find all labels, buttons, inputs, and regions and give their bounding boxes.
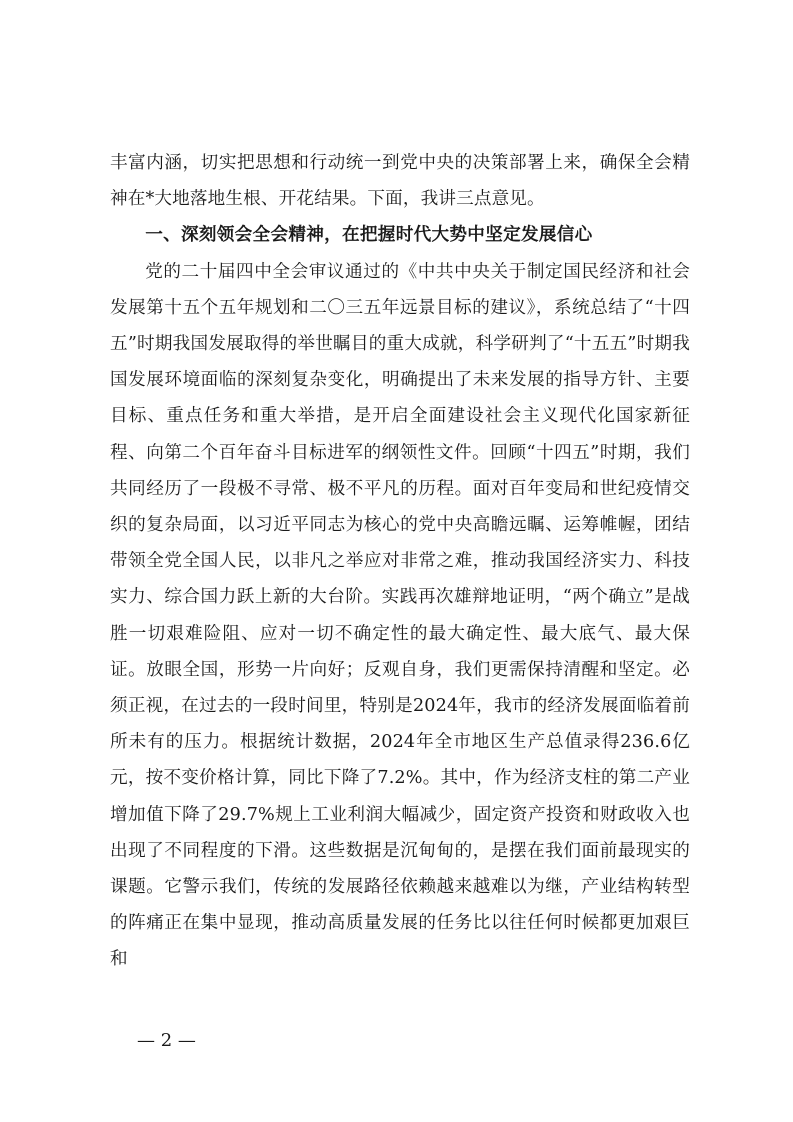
document-body <box>110 145 690 978</box>
page-number: — 2 — <box>137 1030 196 1051</box>
body-paragraph: 党的二十届四中全会审议通过的《中共中央关于制定国民经济和社会发展第十五个五年规划和二〇三五年远景目标的建议》，系统总结了“十四五”时期我国发展取得的举世瞩目的重大成就，科学研判了“十五五”时期我国发展环境面临的深刻复杂变化，明确提出了未来发展的指导方针、主要目标、重点任务和重大举措，是开启全面建设社会主义现代化国家新征程、向第二个百年奋斗目标进军的纲领性文件。回顾“十四五”时期，我们共同经历了一段极不寻常、极不平凡的历程。面对百年变局和世纪疫情交织的复杂局面，以习近平同志为核心的党中央高瞻远瞩、运筹帷幄，团结带领全党全国人民，以非凡之举应对非常之难，推动我国经济实力、科技实力、综合国力跃上新的大台阶。实践再次雄辩地证明，“两个确立”是战胜一切艰难险阻、应对一切不确定性的最大确定性、最大底气、最大保证。放眼全国，形势一片向好；反观自身，我们更需保持清醒和坚定。必须正视，在过去的一段时间里，特别是2024年，我市的经济发展面临着前所未有的压力。根据统计数据，2024年全市地区生产总值录得236.6亿元，按不变价格计算，同比下降了7.2%。其中，作为经济支柱的第二产业增加值下降了29.7%规上工业利润大幅减少，固定资产投资和财政收入也出现了不同程度的下滑。这些数据是沉甸甸的，是摆在我们面前最现实的课题。它警示我们，传统的发展路径依赖越来越难以为继，产业结构转型的阵痛正在集中显现，推动高质量发展的任务比以往任何时候都更加艰巨和 <box>110 261 690 970</box>
continuation-paragraph: 丰富内涵，切实把思想和行动统一到党中央的决策部署上来，确保全会精神在*大地落地生根、开花结果。下面，我讲三点意见。 <box>110 153 690 210</box>
section-heading: 一、深刻领会全会精神，在把握时代大势中坚定发展信心 <box>145 225 593 246</box>
